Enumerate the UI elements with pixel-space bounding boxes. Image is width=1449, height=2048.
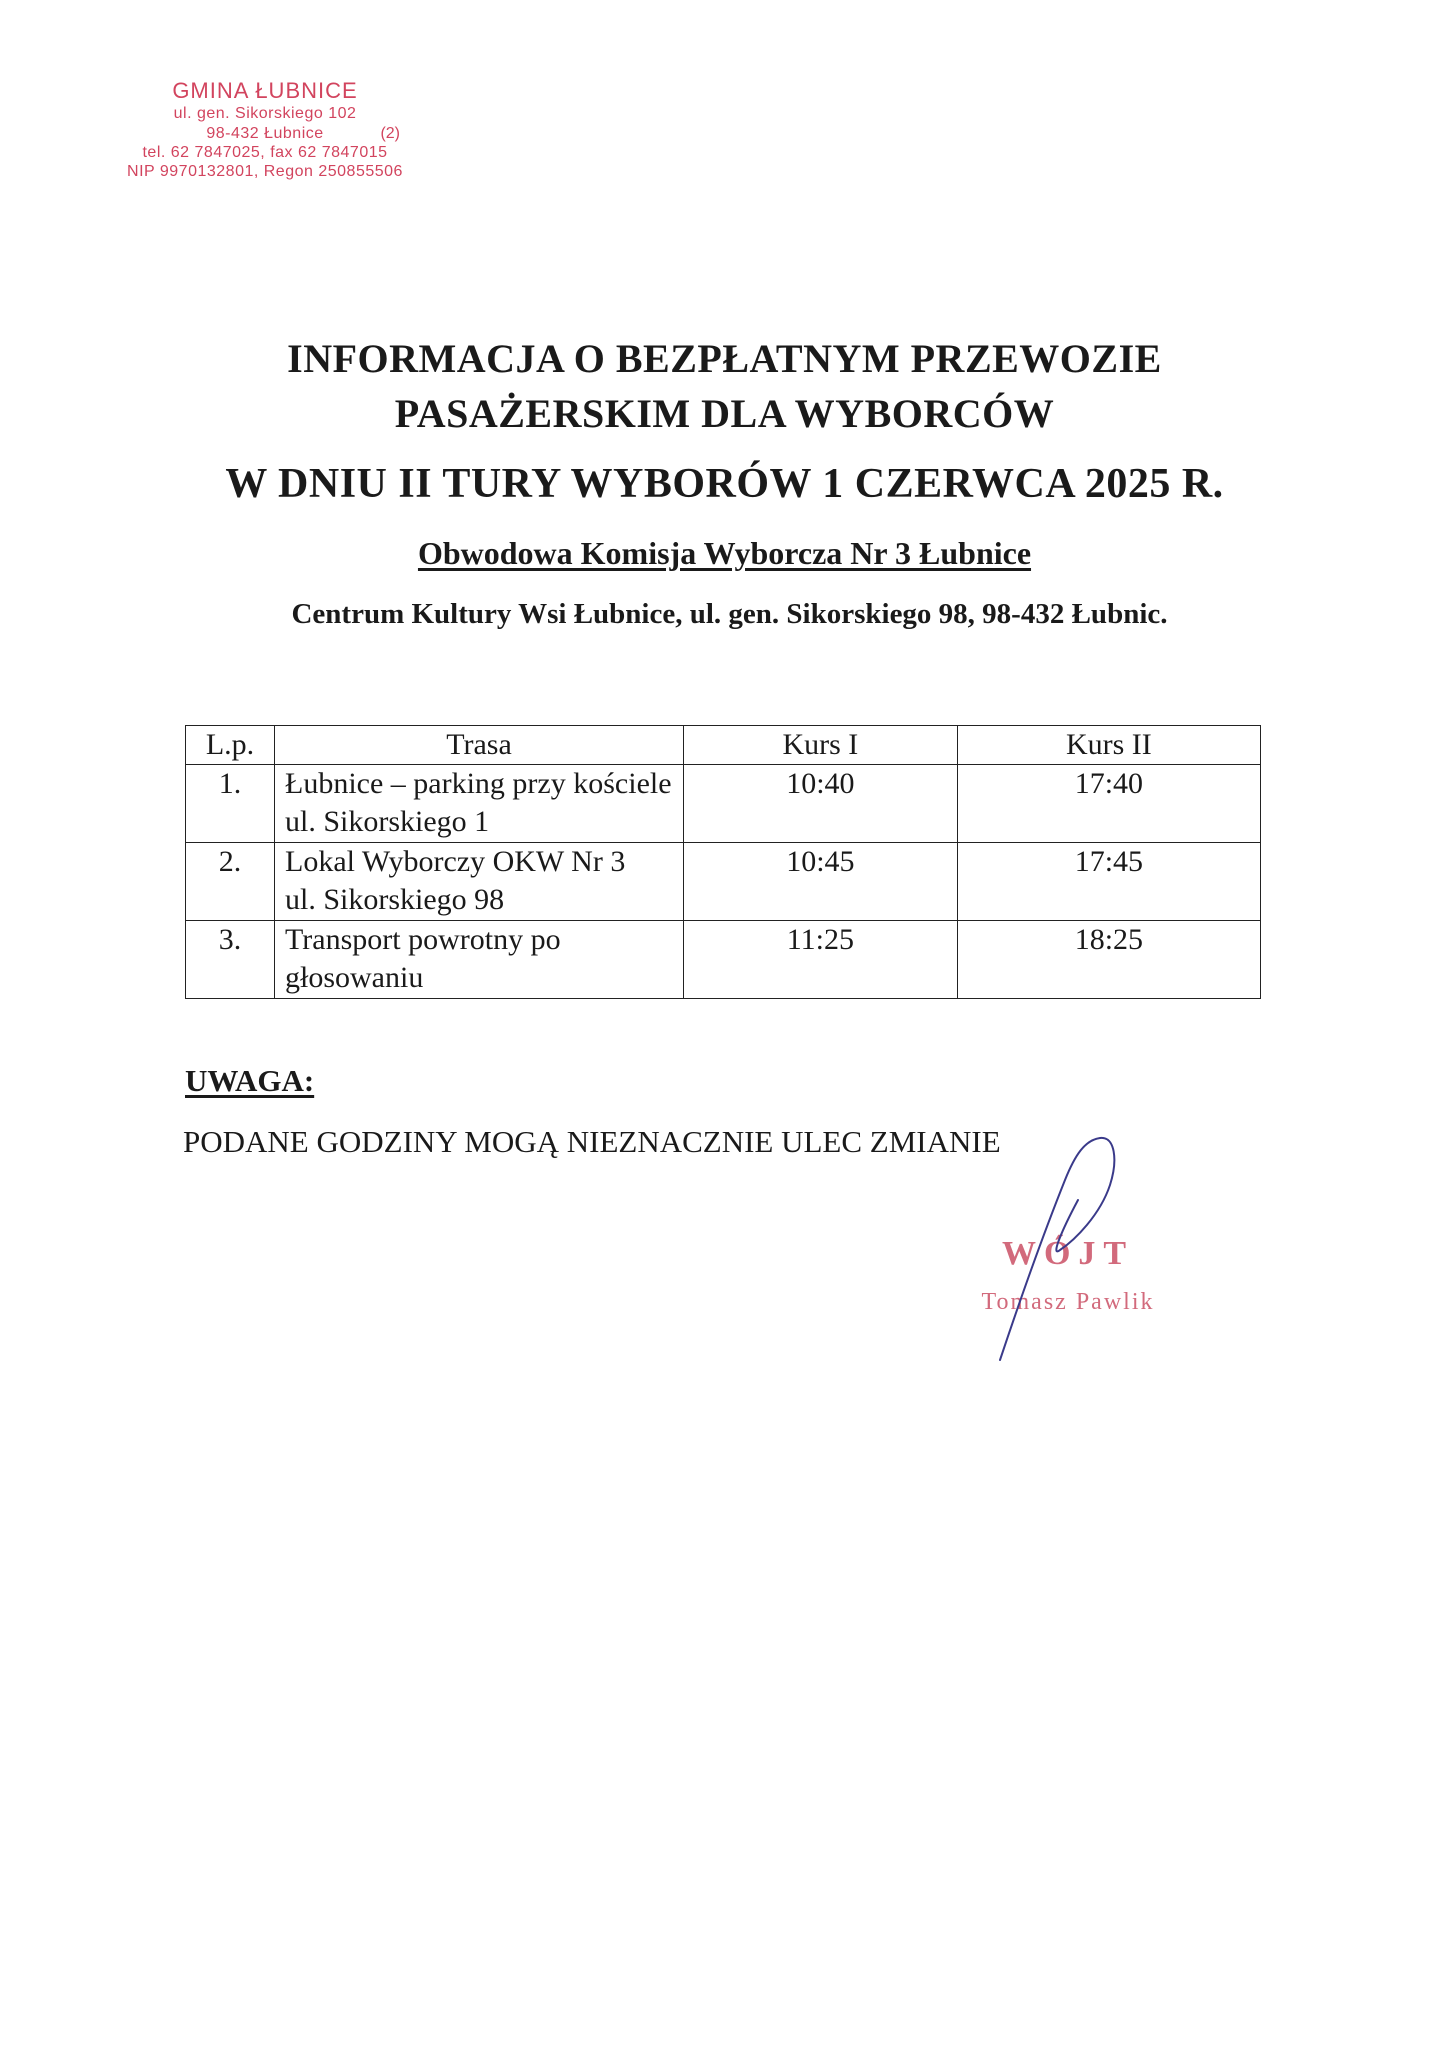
mayor-name: Tomasz Pawlik <box>981 1289 1155 1315</box>
route-line: ul. Sikorskiego 1 <box>285 805 490 838</box>
kurs-2-time: 18:25 <box>957 921 1260 999</box>
committee-name: Obwodowa Komisja Wyborcza Nr 3 Łubnice <box>417 535 1032 571</box>
route-cell <box>275 765 684 843</box>
office-stamp <box>100 78 430 181</box>
header-route: Trasa <box>275 726 684 765</box>
table-header-row <box>186 726 1261 765</box>
title-line-2: PASAŻERSKIM DLA WYBORCÓW <box>394 391 1055 436</box>
stamp-postal: 98-432 Łubnice <box>206 124 324 142</box>
kurs-2-time: 17:45 <box>957 843 1260 921</box>
table-row <box>186 843 1261 921</box>
table-row <box>186 765 1261 843</box>
route-cell <box>275 921 684 999</box>
header-lp: L.p. <box>186 726 275 765</box>
route-line: ul. Sikorskiego 98 <box>285 883 505 916</box>
kurs-1-time: 11:25 <box>684 921 958 999</box>
schedule-table <box>185 725 1261 999</box>
route-cell <box>275 843 684 921</box>
row-number: 3. <box>186 921 275 999</box>
mayor-role: WÓJT <box>1001 1235 1135 1272</box>
kurs-1-time: 10:40 <box>684 765 958 843</box>
handwritten-signature <box>990 1120 1170 1370</box>
header-kurs-1: Kurs I <box>684 726 958 765</box>
stamp-street: ul. gen. Sikorskiego 102 <box>173 105 357 123</box>
route-line: Lokal Wyborczy OKW Nr 3 <box>285 845 626 878</box>
kurs-2-time: 17:40 <box>957 765 1260 843</box>
row-number: 1. <box>186 765 275 843</box>
stamp-code: (2) <box>380 124 400 142</box>
row-number: 2. <box>186 843 275 921</box>
header-kurs-2: Kurs II <box>957 726 1260 765</box>
route-line: Łubnice – parking przy kościele <box>285 767 672 800</box>
note-heading: UWAGA: <box>185 1063 315 1098</box>
route-line: głosowaniu <box>285 961 424 994</box>
table-row <box>186 921 1261 999</box>
kurs-1-time: 10:45 <box>684 843 958 921</box>
stamp-ids: NIP 9970132801, Regon 250855506 <box>127 162 403 180</box>
note-text: PODANE GODZINY MOGĄ NIEZNACZNIE ULEC ZMIANIE <box>183 1124 1001 1159</box>
route-line: Transport powrotny po <box>285 923 561 956</box>
stamp-phone: tel. 62 7847025, fax 62 7847015 <box>142 143 388 161</box>
committee-address: Centrum Kultury Wsi Łubnice, ul. gen. Sikorskiego 98, 98-432 Łubnic. <box>291 598 1168 630</box>
stamp-name: GMINA ŁUBNICE <box>172 78 358 103</box>
title-line-1: INFORMACJA O BEZPŁATNYM PRZEWOZIE <box>287 336 1162 381</box>
title-line-3: W DNIU II TURY WYBORÓW 1 CZERWCA 2025 R. <box>225 461 1224 507</box>
